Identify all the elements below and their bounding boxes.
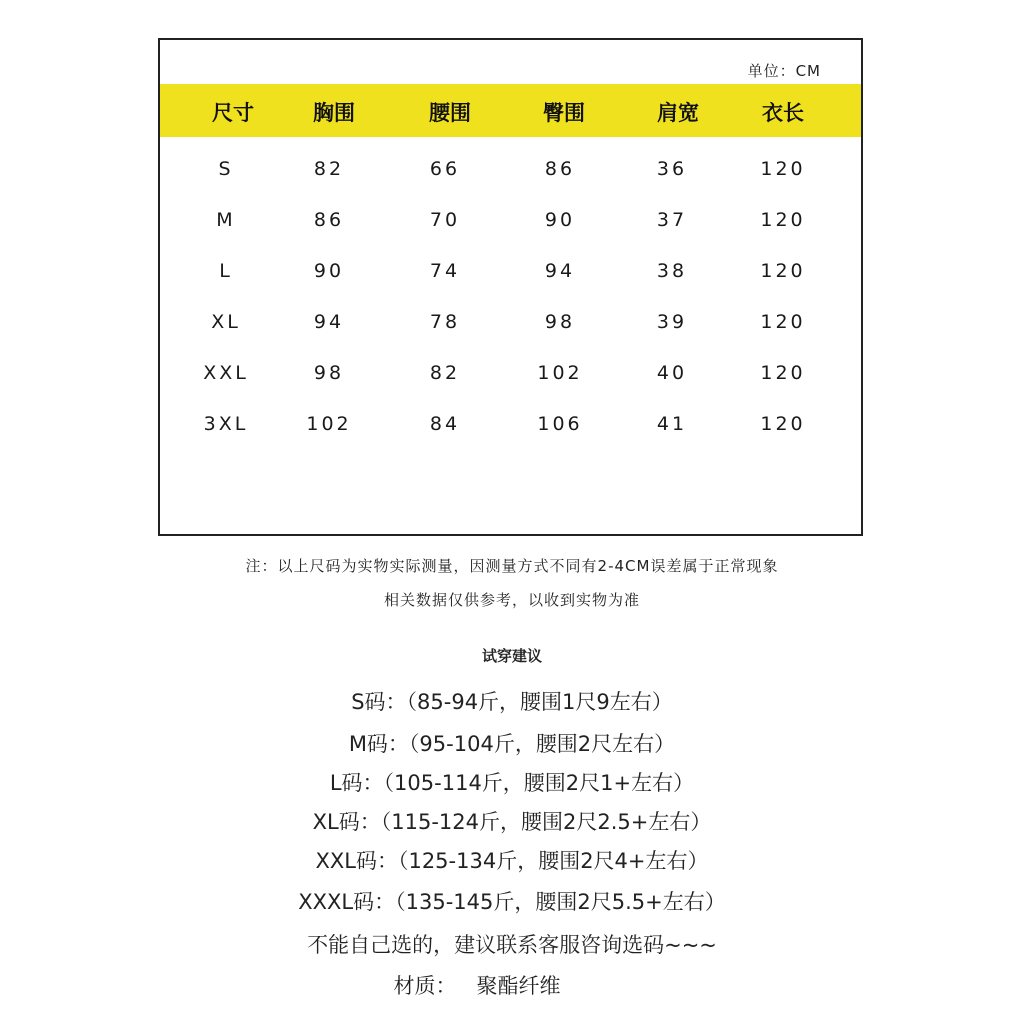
header-length: 衣长 (762, 101, 804, 125)
cell-length: 120 (760, 311, 806, 333)
cell-length: 120 (760, 209, 806, 231)
fit-advice-line: L码：（105-114斤，腰围2尺1+左右） (329, 771, 695, 795)
cell-waist: 84 (429, 413, 461, 435)
cell-waist: 70 (429, 209, 461, 231)
unit-label: 单位：CM (747, 62, 821, 80)
cell-length: 120 (760, 362, 806, 384)
cell-length: 120 (760, 413, 806, 435)
cell-hip: 102 (537, 362, 583, 384)
cell-length: 120 (760, 158, 806, 180)
cell-shoulder: 40 (656, 362, 688, 384)
cell-hip: 86 (544, 158, 576, 180)
table-row (160, 362, 861, 392)
size-chart-table (158, 38, 863, 536)
cell-size: M (216, 209, 236, 231)
cell-chest: 90 (313, 260, 345, 282)
cell-chest: 82 (313, 158, 345, 180)
reference-note: 相关数据仅供参考，以收到实物为准 (383, 591, 640, 609)
cell-size: S (218, 158, 234, 180)
cell-shoulder: 37 (656, 209, 688, 231)
fit-advice-line: XXL码：（125-134斤，腰围2尺4+左右） (315, 849, 709, 873)
cell-shoulder: 41 (656, 413, 688, 435)
contact-service-note: 不能自己选的，建议联系客服咨询选码~~~ (307, 933, 717, 957)
header-hip: 臀围 (543, 101, 585, 125)
cell-size: 3XL (203, 413, 249, 435)
header-shoulder: 肩宽 (657, 101, 699, 125)
fit-advice-line: M码：（95-104斤，腰围2尺左右） (348, 732, 676, 756)
table-header-row (160, 84, 861, 137)
cell-size: XXL (203, 362, 249, 384)
cell-size: L (219, 260, 233, 282)
fit-advice-line: XXXL码：（135-145斤，腰围2尺5.5+左右） (298, 890, 726, 914)
cell-waist: 74 (429, 260, 461, 282)
cell-size: XL (211, 311, 241, 333)
cell-hip: 98 (544, 311, 576, 333)
cell-length: 120 (760, 260, 806, 282)
fit-advice-line: XL码：（115-124斤，腰围2尺2.5+左右） (312, 810, 712, 834)
cell-hip: 106 (537, 413, 583, 435)
cell-chest: 102 (306, 413, 352, 435)
header-chest: 胸围 (313, 101, 355, 125)
table-row (160, 209, 861, 239)
cell-waist: 82 (429, 362, 461, 384)
table-row (160, 311, 861, 341)
cell-shoulder: 38 (656, 260, 688, 282)
header-waist: 腰围 (429, 101, 471, 125)
header-size: 尺寸 (212, 101, 254, 125)
table-row (160, 413, 861, 443)
measurement-note: 注：以上尺码为实物实际测量，因测量方式不同有2-4CM误差属于正常现象 (245, 557, 779, 575)
cell-waist: 66 (429, 158, 461, 180)
fit-advice-line: S码：（85-94斤，腰围1尺9左右） (351, 690, 673, 714)
cell-shoulder: 36 (656, 158, 688, 180)
table-row (160, 158, 861, 188)
cell-shoulder: 39 (656, 311, 688, 333)
cell-chest: 86 (313, 209, 345, 231)
cell-hip: 94 (544, 260, 576, 282)
material-label: 材质： 聚酯纤维 (393, 974, 561, 998)
fit-advice-title: 试穿建议 (481, 647, 542, 665)
cell-chest: 98 (313, 362, 345, 384)
cell-waist: 78 (429, 311, 461, 333)
table-row (160, 260, 861, 290)
cell-chest: 94 (313, 311, 345, 333)
cell-hip: 90 (544, 209, 576, 231)
